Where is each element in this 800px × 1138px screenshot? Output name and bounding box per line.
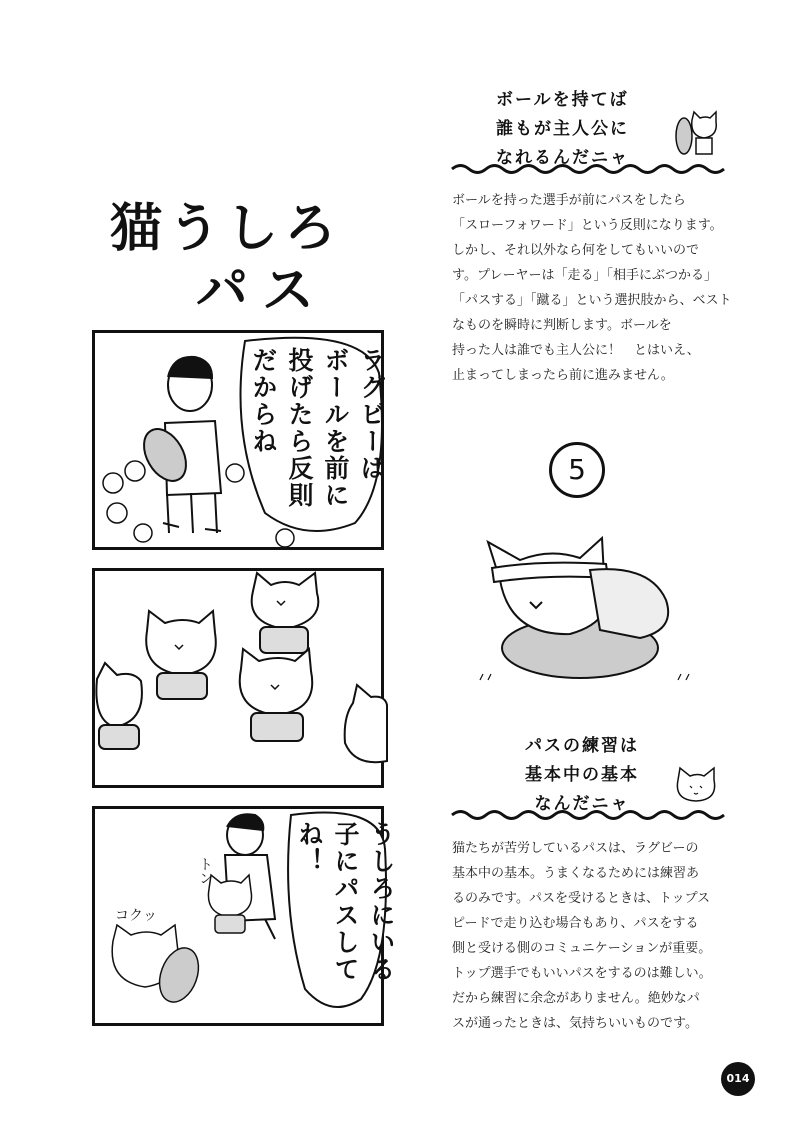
- cat-face-icon: [672, 766, 720, 804]
- panel-2-illustration: [95, 571, 387, 791]
- section-1-body: [452, 188, 732, 388]
- speech-line: ね！: [295, 821, 324, 875]
- body-line: ボールを持った選手が前にパスをしたら: [452, 193, 686, 208]
- section-1-heading: [496, 86, 676, 173]
- body-line: 止まってしまったら前に進みません。: [452, 368, 674, 383]
- body-line: 「パスする」「蹴る」という選択肢から、ベスト: [452, 293, 732, 308]
- speech-line: ラグビーは: [357, 347, 386, 482]
- panel-3-speech: [291, 821, 399, 1011]
- speech-line: うしろにいる: [367, 821, 396, 983]
- panel-1-speech: [245, 347, 389, 517]
- comic-panel-1: [92, 330, 384, 550]
- body-line: 猫たちが苦労しているパスは、ラグビーの: [452, 841, 699, 856]
- section-2-body: [452, 836, 724, 1036]
- heading-line: なれるんだニャ: [496, 148, 629, 168]
- section-2-heading: [502, 732, 662, 819]
- sfx-ton: トン: [197, 857, 213, 885]
- comic-panel-2: [92, 568, 384, 788]
- speech-line: ボールを前に: [321, 347, 350, 509]
- body-line: 側と受ける側のコミュニケーションが重要。: [452, 941, 712, 956]
- body-line: 「スローフォワード」という反則になります。: [452, 218, 723, 233]
- body-line: トップ選手でもいいパスをするのは難しい。: [452, 966, 712, 981]
- wavy-divider: [452, 162, 726, 176]
- body-line: 持った人は誰でも主人公に！ とはいえ、: [452, 343, 700, 358]
- body-line: スが通ったときは、気持ちいいものです。: [452, 1016, 698, 1031]
- wavy-divider: [452, 808, 726, 822]
- body-line: るのみです。パスを受けるときは、トップス: [452, 891, 711, 906]
- comic-panel-3: [92, 806, 396, 1026]
- chapter-number-badge: 5: [549, 442, 605, 498]
- body-line: ピードで走り込む場合もあり、パスをする: [452, 916, 699, 931]
- body-line: しかし、それ以外なら何をしてもいいので: [452, 243, 700, 258]
- page-title-line2: パス: [196, 261, 329, 321]
- sleeping-cat-illustration: [470, 530, 700, 700]
- speech-line: 子にパスして: [331, 821, 360, 983]
- speech-line: 投げたら反則: [285, 347, 314, 509]
- sfx-kokku: コクッ: [115, 908, 157, 924]
- page-title-line1: 猫うしろ: [110, 199, 343, 259]
- body-line: なものを瞬時に判断します。ボールを: [452, 318, 672, 333]
- heading-line: なんだニャ: [534, 794, 630, 814]
- speech-line: だからね: [249, 347, 278, 455]
- body-line: だから練習に余念がありません。絶妙なパ: [452, 991, 700, 1006]
- body-line: す。プレーヤーは「走る」「相手にぶつかる」: [452, 268, 717, 283]
- page-number: 014: [721, 1062, 755, 1096]
- heading-line: 基本中の基本: [525, 765, 639, 785]
- heading-line: ボールを持てば: [496, 90, 629, 110]
- heading-line: 誰もが主人公に: [496, 119, 629, 139]
- body-line: 基本中の基本。うまくなるためには練習あ: [452, 866, 700, 881]
- cat-with-ball-icon: [668, 108, 722, 164]
- heading-line: パスの練習は: [525, 736, 639, 756]
